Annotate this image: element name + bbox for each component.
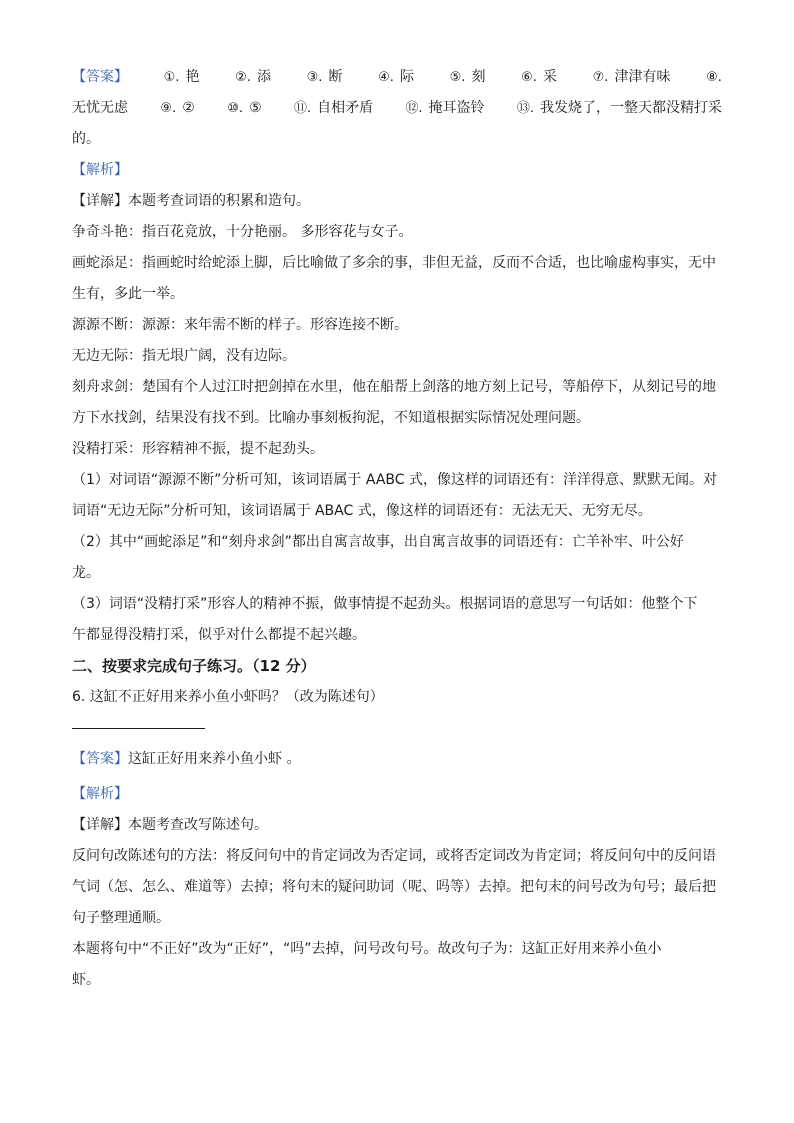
answer-text: 掩耳盗铃 bbox=[428, 100, 485, 116]
detail-2-tag: 【详解】 bbox=[72, 817, 128, 833]
text-line: （3）词语“没精打采”形容人的精神不振，做事情提不起劲头。根据词语的意思写一句话如：他整个下 bbox=[72, 596, 698, 612]
answer-tag: 【答案】 bbox=[72, 69, 128, 85]
answer-number: ⑪. bbox=[293, 101, 312, 116]
text-line: 生有，多此一举。 bbox=[72, 286, 184, 302]
text-line: 龙。 bbox=[72, 565, 100, 581]
answer-number: ⑦. bbox=[592, 70, 609, 85]
answer-item bbox=[294, 93, 373, 124]
answer-number: ⑩. bbox=[227, 101, 244, 116]
answer-2-tag: 【答案】 bbox=[72, 751, 128, 767]
answer-number: ③. bbox=[306, 70, 323, 85]
answer-number: ⑫. bbox=[405, 101, 423, 116]
detail-2-line bbox=[72, 810, 722, 841]
answer-text: ⑤ bbox=[249, 100, 262, 116]
answer-number: ⑤. bbox=[449, 70, 466, 85]
section-heading: 二、按要求完成句子练习。（12 分） bbox=[72, 657, 316, 675]
text-line: （1）对词语“源源不断”分析可知，该词语属于 AABC 式，像这样的词语还有：洋洋得意、默默无闻。对 bbox=[72, 472, 717, 488]
text-line: 反问句改陈述句的方法：将反问句中的肯定词改为否定词，或将否定词改为肯定词；将反问句中的反问语 bbox=[72, 848, 716, 864]
answer-text: 艳 bbox=[185, 69, 200, 85]
analysis-body bbox=[72, 217, 722, 651]
answer-2-text: 这缸正好用来养小鱼小虾 。 bbox=[128, 751, 301, 767]
text-line: 午都显得没精打采，似乎对什么都提不起兴趣。 bbox=[72, 627, 366, 643]
answer-number: ①. bbox=[163, 70, 180, 85]
text-line: 没精打采：形容精神不振，提不起劲头。 bbox=[72, 441, 324, 457]
answer-item bbox=[235, 62, 271, 93]
analysis-2-body bbox=[72, 841, 722, 996]
answer-item bbox=[160, 93, 195, 124]
detail-2-text: 本题考查改写陈述句。 bbox=[128, 817, 268, 833]
answer-number: ⑨. bbox=[160, 101, 177, 116]
answer-number: ②. bbox=[235, 70, 251, 85]
answer-item bbox=[450, 62, 486, 93]
document-page bbox=[72, 62, 722, 996]
text-line: 虾。 bbox=[72, 972, 100, 988]
answer-text: 自相矛盾 bbox=[317, 100, 374, 116]
text-line: 方下水找剑，结果没有找不到。比喻办事刻板拘泥，不知道根据实际情况处理问题。 bbox=[72, 410, 590, 426]
answer-number: ⑬. bbox=[516, 101, 534, 116]
text-line: 无边无际：指无垠广阔，没有边际。 bbox=[72, 348, 296, 364]
analysis-2-tag: 【解析】 bbox=[72, 786, 128, 802]
answer-row-1 bbox=[72, 62, 722, 93]
detail-tag: 【详解】 bbox=[72, 193, 128, 209]
answer-row-3: 的。 bbox=[72, 131, 100, 147]
answer-number: ⑥. bbox=[521, 70, 537, 85]
answer-item bbox=[405, 93, 484, 124]
answer-number: ⑧. bbox=[706, 70, 722, 85]
answer-item bbox=[72, 93, 128, 124]
answer-2-line bbox=[72, 744, 722, 775]
answer-item bbox=[593, 62, 671, 93]
answer-text: 刻 bbox=[471, 69, 486, 85]
text-line: 刻舟求剑：楚国有个人过江时把剑掉在水里，他在船帮上剑落的地方刻上记号，等船停下，从刻记号的地 bbox=[72, 379, 716, 395]
answer-number: ④. bbox=[378, 70, 394, 85]
analysis-tag: 【解析】 bbox=[72, 162, 128, 178]
detail-line bbox=[72, 186, 722, 217]
text-line: 源源不断：源源：来年需不断的样子。形容连接不断。 bbox=[72, 317, 408, 333]
detail-text: 本题考查词语的积累和造句。 bbox=[128, 193, 310, 209]
answer-row-2 bbox=[72, 93, 722, 124]
answer-text: 津津有味 bbox=[614, 69, 671, 85]
answer-item bbox=[706, 62, 722, 93]
answer-text: 采 bbox=[543, 69, 557, 85]
answer-text: 断 bbox=[328, 69, 343, 85]
answer-item bbox=[307, 62, 343, 93]
answer-text: ② bbox=[182, 100, 195, 116]
text-line: 气词（怎、怎么、难道等）去掉；将句末的疑问助词（呢、吗等）去掉。把句末的问号改为句号；最后把 bbox=[72, 879, 716, 895]
text-line: 画蛇添足：指画蛇时给蛇添上脚，后比喻做了多余的事，非但无益，反而不合适，也比喻虚构事实，无中 bbox=[72, 255, 716, 271]
text-line: 词语“无边无际”分析可知，该词语属于 ABAC 式，像这样的词语还有：无法无天、无穷无尽。 bbox=[72, 503, 652, 519]
answer-item bbox=[164, 62, 200, 93]
answer-item bbox=[517, 93, 722, 124]
question-6: 6. 这缸不正好用来养小鱼小虾吗？（改为陈述句） bbox=[72, 689, 384, 705]
answer-text: 我发烧了，一整天都没精打采 bbox=[539, 100, 722, 116]
answer-text: 际 bbox=[400, 69, 414, 85]
answer-text: 添 bbox=[257, 69, 271, 85]
text-line: （2）其中“画蛇添足”和“刻舟求剑”都出自寓言故事，出自寓言故事的词语还有：亡羊补牢、叶公好 bbox=[72, 534, 684, 550]
answer-text: 无忧无虑 bbox=[72, 100, 128, 116]
answer-item bbox=[521, 62, 557, 93]
answer-blank-line bbox=[72, 728, 205, 729]
answer-item bbox=[378, 62, 414, 93]
answer-item bbox=[227, 93, 262, 124]
text-line: 本题将句中“不正好”改为“正好”，“吗”去掉，问号改句号。故改句子为：这缸正好用来养小鱼小 bbox=[72, 941, 662, 957]
text-line: 句子整理通顺。 bbox=[72, 910, 170, 926]
text-line: 争奇斗艳：指百花竞放，十分艳丽。 多形容花与女子。 bbox=[72, 224, 413, 240]
